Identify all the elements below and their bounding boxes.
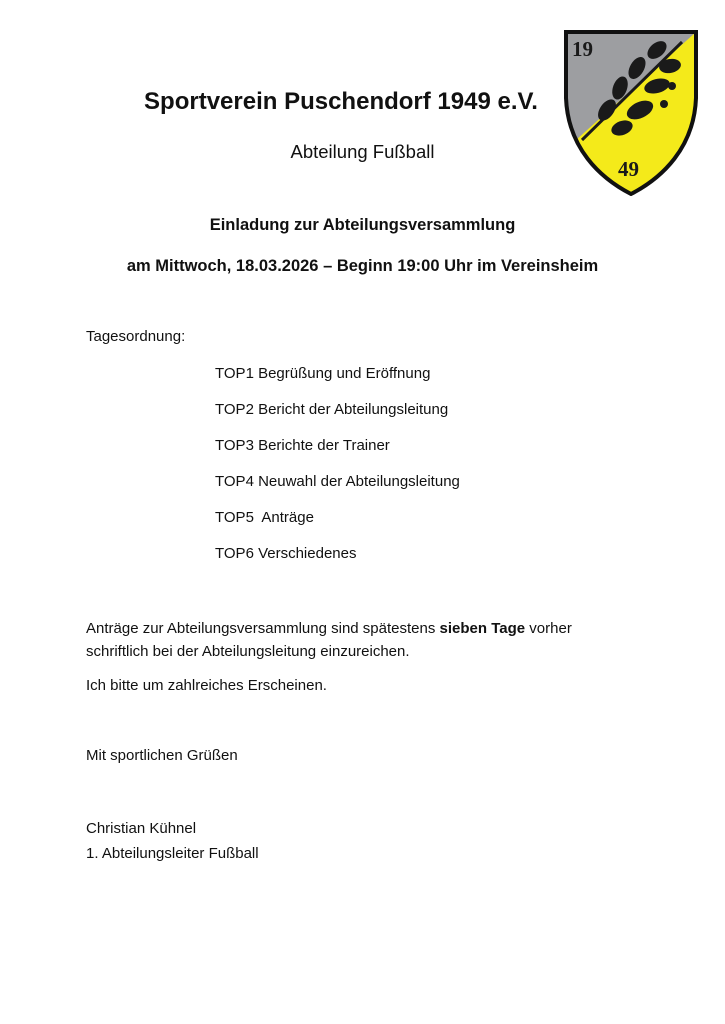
submission-notice xyxy=(86,617,572,663)
invitation-date-line: am Mittwoch, 18.03.2026 – Beginn 19:00 Uhr im Vereinsheim xyxy=(126,257,599,275)
agenda-item: TOP4 Neuwahl der Abteilungsleitung xyxy=(215,473,460,490)
invitation-title: Einladung zur Abteilungsversammlung xyxy=(209,216,516,234)
agenda-item: TOP5 Anträge xyxy=(215,509,314,526)
agenda-item: TOP1 Begrüßung und Eröffnung xyxy=(215,365,431,382)
signatory-name: Christian Kühnel xyxy=(86,820,197,837)
agenda-item: TOP2 Bericht der Abteilungsleitung xyxy=(215,401,449,418)
notice-text-end: vorher xyxy=(525,620,572,637)
notice-line-1 xyxy=(86,617,572,640)
notice-deadline-emphasis: sieben Tage xyxy=(439,620,526,637)
club-name: Sportverein Puschendorf 1949 e.V. xyxy=(144,88,538,115)
attendance-request: Ich bitte um zahlreiches Erscheinen. xyxy=(86,677,327,694)
agenda-item: TOP6 Verschiedenes xyxy=(215,545,357,562)
agenda-label: Tagesordnung: xyxy=(86,328,186,345)
closing-greeting: Mit sportlichen Grüßen xyxy=(86,747,238,764)
agenda-list xyxy=(215,364,460,580)
crest-year-bottom: 49 xyxy=(618,157,639,181)
notice-line-2: schriftlich bei der Abteilungsleitung einzureichen. xyxy=(86,643,410,660)
department-name: Abteilung Fußball xyxy=(290,141,435,162)
crest-year-top: 19 xyxy=(572,37,593,61)
notice-text-start: Anträge zur Abteilungsversammlung sind spätestens xyxy=(86,620,440,637)
signatory-role: 1. Abteilungsleiter Fußball xyxy=(86,845,259,862)
agenda-item: TOP3 Berichte der Trainer xyxy=(215,437,390,454)
